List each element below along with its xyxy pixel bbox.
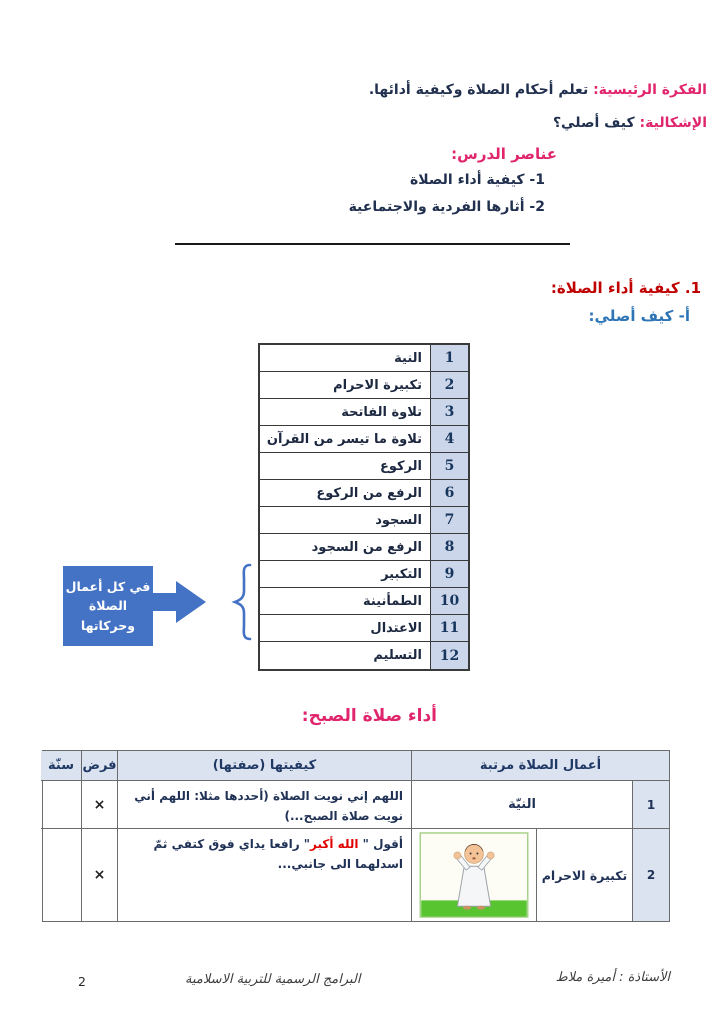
step-number: 8 bbox=[430, 534, 468, 560]
step-number: 6 bbox=[430, 480, 468, 506]
main-idea-text: تعلم أحكام الصلاة وكيفية أدائها. bbox=[368, 82, 589, 98]
row-number: 2 bbox=[632, 829, 669, 921]
footer-program-name: البرامج الرسمية للتربية الاسلامية bbox=[185, 972, 361, 987]
step-label: الرفع من الركوع bbox=[316, 485, 422, 501]
section-title: 1. كيفية أداء الصلاة: bbox=[550, 279, 701, 297]
sunnah-mark bbox=[41, 829, 81, 921]
footer-page-number: 2 bbox=[78, 974, 86, 989]
action-cell bbox=[411, 829, 632, 921]
how-cell bbox=[117, 829, 411, 921]
steps-row bbox=[260, 426, 468, 453]
lesson-elements-label: عناصر الدرس: bbox=[451, 145, 557, 163]
step-number: 5 bbox=[430, 453, 468, 479]
takbir-boy-image bbox=[412, 829, 536, 921]
step-number: 2 bbox=[430, 372, 468, 398]
steps-row bbox=[260, 615, 468, 642]
step-label: النية bbox=[394, 350, 422, 366]
steps-row bbox=[260, 453, 468, 480]
step-label: الطمأنينة bbox=[363, 593, 422, 609]
callout-line: وحركاتها bbox=[80, 617, 136, 633]
step-number: 11 bbox=[430, 615, 468, 641]
fard-mark: × bbox=[81, 829, 117, 921]
how-cell: اللهم إني نويت الصلاة (أحددها مثلا: اللهم أني نويت صلاة الصبح...) bbox=[117, 781, 411, 829]
fajr-section-title: أداء صلاة الصبح: bbox=[301, 706, 437, 726]
callout-line: الصلاة bbox=[88, 598, 128, 614]
problem-label: الإشكالية: bbox=[639, 115, 707, 131]
step-label: التسليم bbox=[373, 648, 422, 663]
callout-box bbox=[63, 566, 153, 646]
main-idea-label: الفكرة الرئيسية: bbox=[593, 82, 707, 98]
step-number: 1 bbox=[430, 345, 468, 371]
problem-line bbox=[553, 115, 707, 131]
how-text-prefix: أقول " bbox=[358, 837, 403, 851]
column-header-fard: فرض bbox=[81, 751, 117, 781]
prayer-steps-table bbox=[258, 343, 470, 671]
step-label: تكبيرة الاحرام bbox=[333, 377, 422, 393]
steps-row bbox=[260, 372, 468, 399]
takbir-phrase: الله أكبر bbox=[310, 837, 359, 851]
row-number: 1 bbox=[632, 781, 669, 829]
steps-row bbox=[260, 642, 468, 669]
problem-text: كيف أصلي؟ bbox=[552, 115, 635, 131]
step-label: السجود bbox=[375, 512, 422, 528]
fard-mark: × bbox=[81, 781, 117, 829]
step-number: 7 bbox=[430, 507, 468, 533]
steps-row bbox=[260, 480, 468, 507]
sunnah-mark bbox=[41, 781, 81, 829]
step-number: 12 bbox=[430, 642, 468, 669]
step-label: الرفع من السجود bbox=[311, 539, 422, 555]
step-number: 4 bbox=[430, 426, 468, 452]
steps-row bbox=[260, 345, 468, 372]
column-header-how: كيفيتها (صفتها) bbox=[117, 751, 411, 781]
step-label: تلاوة الفاتحة bbox=[341, 404, 422, 420]
lesson-element-item: 1- كيفية أداء الصلاة bbox=[409, 172, 545, 188]
main-idea-line bbox=[369, 82, 707, 98]
callout-line: في كل أعمال bbox=[65, 578, 151, 594]
step-number: 9 bbox=[430, 561, 468, 587]
step-number: 10 bbox=[430, 588, 468, 614]
step-label: الركوع bbox=[379, 458, 422, 474]
steps-row bbox=[260, 399, 468, 426]
fajr-prayer-table bbox=[42, 750, 670, 922]
steps-row bbox=[260, 507, 468, 534]
curly-brace-icon bbox=[230, 562, 254, 642]
footer-teacher-name: الأستاذة : أميرة ملاط bbox=[555, 970, 670, 985]
step-label: التكبير bbox=[381, 566, 422, 582]
column-header-actions: أعمال الصلاة مرتبة bbox=[411, 751, 669, 781]
how-text-suffix: " رافعا يداي فوق كتفي ثمّ اسدلهما الى جانبي... bbox=[153, 837, 403, 872]
step-label: تلاوة ما تيسر من القرآن bbox=[266, 431, 422, 447]
step-number: 3 bbox=[430, 399, 468, 425]
horizontal-divider bbox=[175, 243, 570, 245]
section-subtitle: أ- كيف أصلي: bbox=[588, 307, 690, 325]
lesson-element-item: 2- أثارها الفردية والاجتماعية bbox=[348, 199, 545, 215]
steps-row bbox=[260, 588, 468, 615]
action-label: تكبيرة الاحرام bbox=[536, 829, 632, 921]
column-header-sunnah: سنّة bbox=[41, 751, 81, 781]
action-cell: النيّة bbox=[411, 781, 632, 829]
steps-row bbox=[260, 534, 468, 561]
steps-row bbox=[260, 561, 468, 588]
step-label: الاعتدال bbox=[370, 620, 422, 636]
arrow-right-icon bbox=[148, 579, 208, 625]
